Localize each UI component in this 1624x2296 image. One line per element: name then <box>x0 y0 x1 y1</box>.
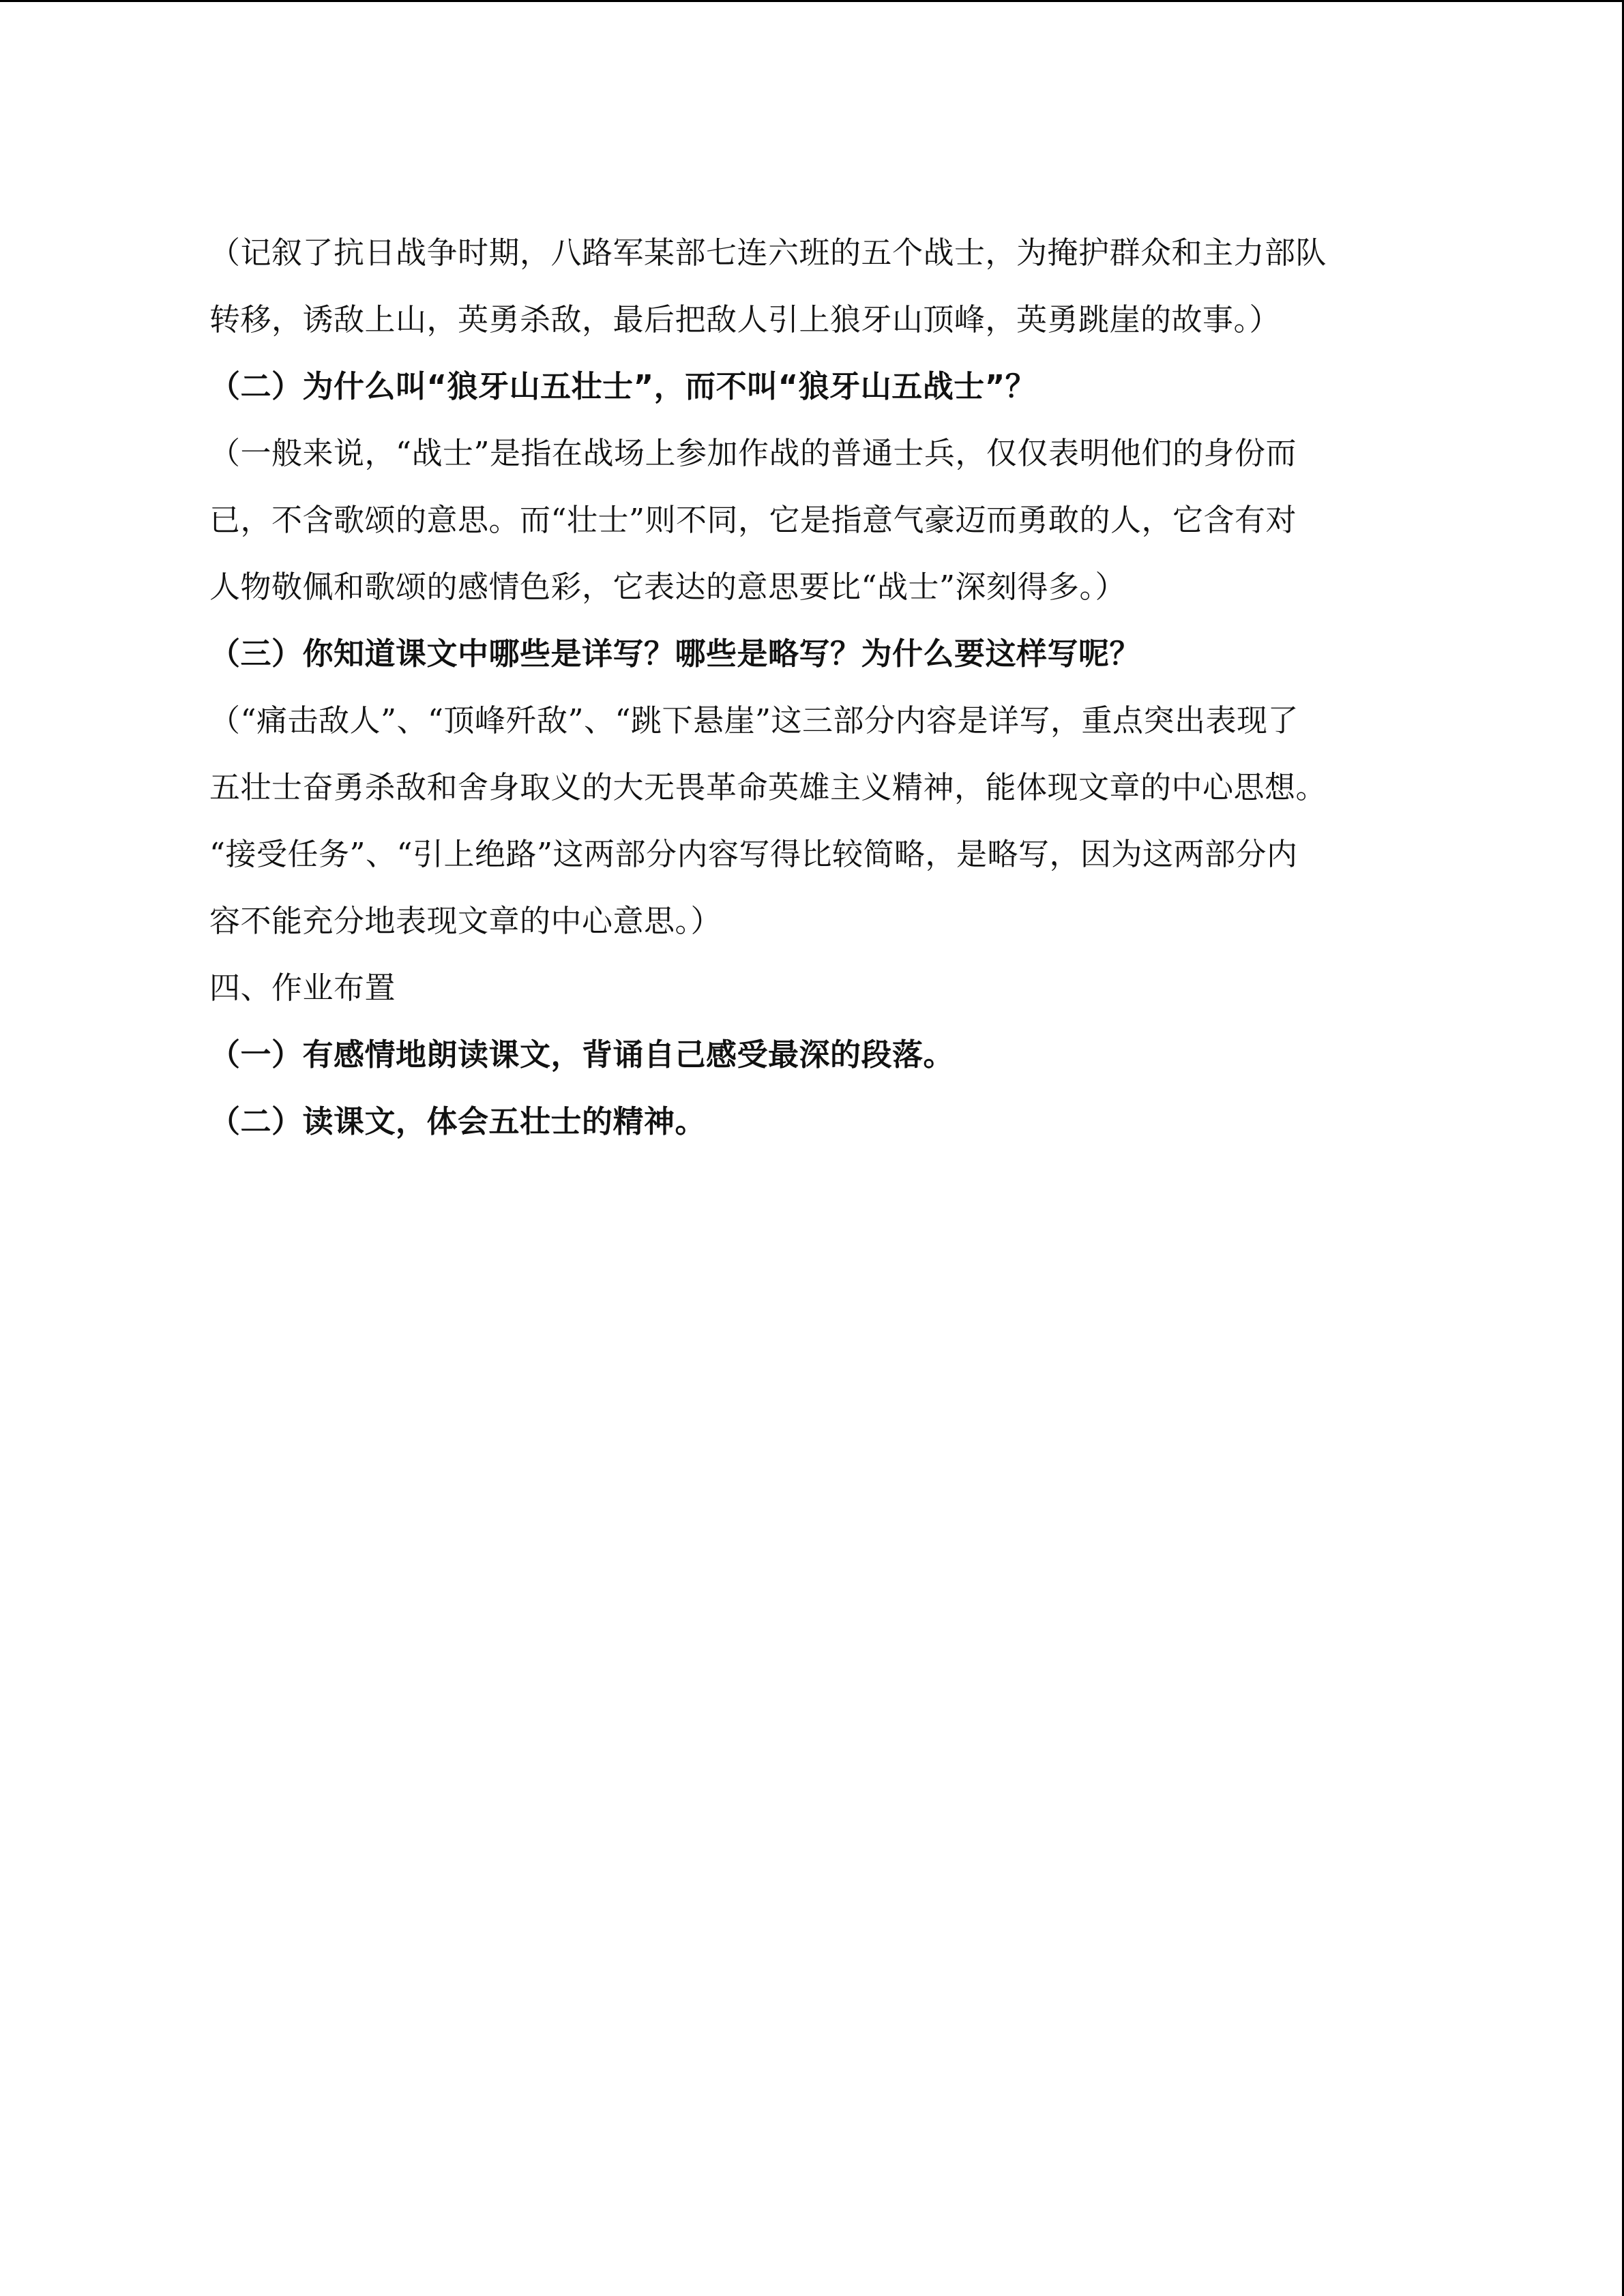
homework-item: （一）有感情地朗读课文，背诵自己感受最深的段落。 <box>209 1037 955 1073</box>
paragraph-line: 人物敬佩和歌颂的感情色彩，它表达的意思要比“战士”深刻得多。） <box>209 569 1127 605</box>
page-border-top <box>0 0 1624 2</box>
paragraph-line: 五壮士奋勇杀敌和舍身取义的大无畏革命英雄主义精神，能体现文章的中心思想。 <box>209 769 1327 805</box>
homework-item: （二）读课文，体会五壮士的精神。 <box>209 1103 707 1139</box>
paragraph-line: （“痛击敌人”、“顶峰歼敌”、“跳下悬崖”这三部分内容是详写，重点突出表现了 <box>209 702 1299 739</box>
paragraph-line: 容不能充分地表现文章的中心意思。） <box>209 903 722 939</box>
paragraph-line: 已，不含歌颂的意思。而“壮士”则不同，它是指意气豪迈而勇敢的人，它含有对 <box>209 502 1297 538</box>
paragraph-line: （记叙了抗日战争时期，八路军某部七连六班的五个战士，为掩护群众和主力部队 <box>209 235 1327 271</box>
paragraph-line: （一般来说，“战士”是指在战场上参加作战的普通士兵，仅仅表明他们的身份而 <box>209 435 1297 471</box>
question-heading: （二）为什么叫“狼牙山五壮士”，而不叫“狼牙山五战士”？ <box>209 368 1037 404</box>
document-body <box>209 220 1391 1155</box>
paragraph-line: 转移，诱敌上山，英勇杀敌，最后把敌人引上狼牙山顶峰，英勇跳崖的故事。） <box>209 301 1281 338</box>
question-heading: （三）你知道课文中哪些是详写？哪些是略写？为什么要这样写呢？ <box>209 636 1141 672</box>
section-heading: 四、作业布置 <box>209 970 396 1006</box>
paragraph-line: “接受任务”、“引上绝路”这两部分内容写得比较简略，是略写，因为这两部分内 <box>209 836 1298 872</box>
